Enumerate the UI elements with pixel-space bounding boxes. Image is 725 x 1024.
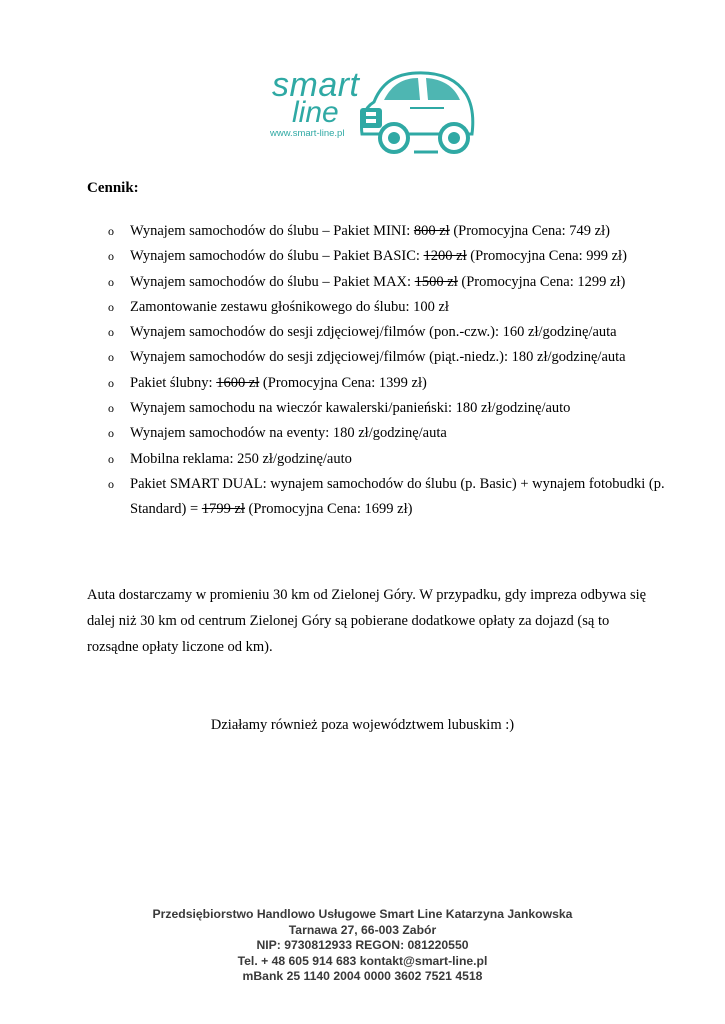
price-item-text: Wynajem samochodów do sesji zdjęciowej/filmów (pon.-czw.): 160 zł/godzinę/auta (130, 324, 617, 341)
company-logo (268, 66, 478, 161)
price-item-text: Wynajem samochodów do ślubu – Pakiet MINI: (130, 223, 414, 239)
price-item-text: Zamontowanie zestawu głośnikowego do ślubu: 100 zł (130, 298, 449, 315)
bullet-marker: o (108, 249, 114, 264)
bullet-marker: o (108, 451, 114, 466)
price-list-item (108, 345, 668, 370)
price-item-text: Wynajem samochodów do ślubu – Pakiet MAX: (130, 273, 415, 290)
price-list-item (108, 320, 668, 345)
price-list-item (108, 244, 668, 269)
price-list-heading: Cennik: (87, 180, 139, 196)
bullet-marker: o (108, 274, 114, 289)
bullet-marker: o (108, 299, 114, 314)
company-footer (0, 907, 725, 985)
price-list-item (108, 421, 668, 446)
bullet-marker: o (108, 375, 114, 390)
service-area-note: Działamy również poza województwem lubuskim :) (210, 717, 515, 733)
old-price: 1799 zł (201, 501, 245, 518)
bullet-marker: o (108, 401, 114, 416)
footer-tax-ids: NIP: 9730812933 REGON: 081220550 (256, 938, 469, 953)
price-item-text: Pakiet ślubny: (130, 374, 217, 391)
old-price: 1600 zł (216, 374, 260, 391)
bullet-marker: o (108, 325, 114, 340)
footer-bank-account: mBank 25 1140 2004 0000 3602 7521 4518 (242, 969, 483, 984)
logo-brand-word-smart: smart (272, 66, 360, 104)
logo-brand-word-line: line (292, 96, 339, 129)
price-item-text: Wynajem samochodów do ślubu – Pakiet BASIC: (130, 248, 424, 265)
bullet-marker: o (108, 350, 114, 365)
promo-price-text: (Promocyjna Cena: 1299 zł) (457, 273, 626, 290)
delivery-paragraph: Auta dostarczamy w promieniu 30 km od Zielonej Góry. W przypadku, gdy impreza odbywa się dalej niż 30 km od centrum Zielonej Góry są pobierane dodatkowe opłaty za dojazd (są to rozsądne opłaty liczone od km). (87, 587, 647, 655)
price-list-item (108, 270, 668, 295)
bullet-marker: o (108, 224, 114, 238)
footer-contact: Tel. + 48 605 914 683 kontakt@smart-line.pl (237, 953, 488, 968)
old-price: 1500 zł (414, 273, 458, 290)
promo-price-text: (Promocyjna Cena: 1399 zł) (259, 374, 427, 391)
old-price: 800 zł (413, 223, 450, 239)
price-list-item (108, 295, 668, 320)
price-list-item (108, 371, 668, 396)
price-item-text: Pakiet SMART DUAL: wynajem samochodów do ślubu (p. Basic) + wynajem fotobudki (p. Standard) = (130, 475, 665, 518)
old-price: 1200 zł (423, 248, 467, 265)
price-item-text: Wynajem samochodów na eventy: 180 zł/godzinę/auta (130, 425, 447, 442)
bullet-marker: o (108, 476, 114, 491)
promo-price-text: (Promocyjna Cena: 1699 zł) (244, 501, 413, 518)
price-list-item (108, 472, 668, 523)
price-item-text: Mobilna reklama: 250 zł/godzinę/auto (130, 450, 352, 467)
price-list-item (108, 396, 668, 421)
price-list (108, 219, 668, 523)
price-list-item (108, 219, 668, 244)
price-item-text: Wynajem samochodów do sesji zdjęciowej/filmów (piąt.-niedz.): 180 zł/godzinę/auta (130, 349, 626, 366)
price-item-text: Wynajem samochodu na wieczór kawalerski/panieński: 180 zł/godzinę/auto (130, 400, 571, 417)
bullet-marker: o (108, 426, 114, 441)
logo-website-url: www.smart-line.pl (270, 128, 345, 139)
price-list-item (108, 447, 668, 472)
car-icon (354, 68, 478, 158)
promo-price-text: (Promocyjna Cena: 999 zł) (466, 248, 627, 265)
footer-address: Tarnawa 27, 66-003 Zabór (288, 922, 437, 937)
footer-company-name: Przedsiębiorstwo Handlowo Usługowe Smart Line Katarzyna Jankowska (152, 907, 573, 921)
promo-price-text: (Promocyjna Cena: 749 zł) (449, 223, 610, 239)
